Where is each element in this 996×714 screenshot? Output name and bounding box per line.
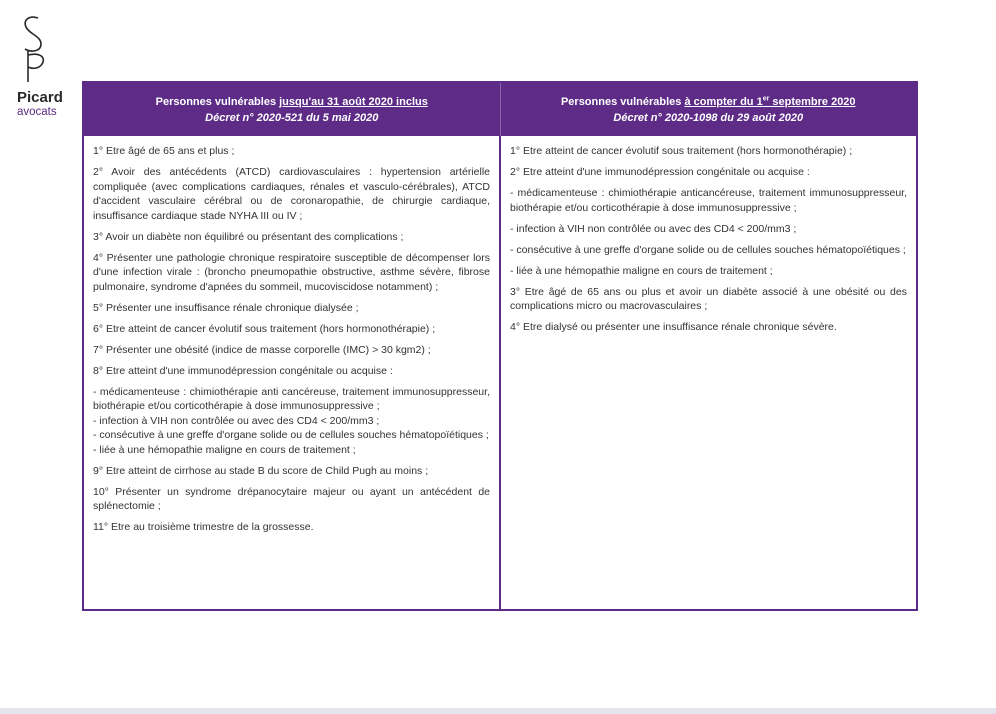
- left-column-content: [84, 136, 501, 609]
- left-header-period: jusqu'au 31 août 2020 inclus: [279, 96, 428, 108]
- left-item-4: 4° Présenter une pathologie chronique respiratoire susceptible de décompenser lors d'une infection virale : (broncho pneumopathie obstructive, asthme sévère, fibrose pulmonaire, syndrome d'apnées du sommeil, mucoviscidose notamment) ;: [93, 251, 490, 293]
- left-item-1: 1° Etre âgé de 65 ans et plus ;: [93, 145, 235, 157]
- left-item-7: 7° Présenter une obésité (indice de masse corporelle (IMC) > 30 kgm2) ;: [93, 343, 431, 356]
- right-subitem-1: - médicamenteuse : chimiothérapie anticancéreuse, traitement immunosuppresseur, biothérapie et/ou corticothérapie à dose immunosuppressive ;: [510, 187, 907, 214]
- sp-monogram-icon: [19, 14, 49, 86]
- left-subitem-2: - infection à VIH non contrôlée ou avec des CD4 < 200/mm3 ;: [93, 414, 380, 427]
- table-header-row: [84, 83, 916, 136]
- left-item-5: 5° Présenter une insuffisance rénale chronique dialysée ;: [93, 301, 359, 314]
- right-item-3: 3° Etre âgé de 65 ans ou plus et avoir un diabète associé à une obésité ou des complications micro ou macrovasculaires ;: [510, 285, 907, 312]
- left-item-11: 11° Etre au troisième trimestre de la grossesse.: [93, 521, 314, 533]
- right-subitem-4: - liée à une hémopathie maligne en cours de traitement ;: [510, 264, 773, 277]
- right-subitem-2: - infection à VIH non contrôlée ou avec des CD4 < 200/mm3 ;: [510, 222, 797, 235]
- left-item-2: 2° Avoir des antécédents (ATCD) cardiovasculaires : hypertension artérielle compliquée (avec complications cardiaques, rénales et vasculo-cérébrales), ATCD d'accident vasculaire cérébral ou de coronaropathie, de chirurgie cardiaque, insuffisance cardiaque stade NYHA III ou IV ;: [93, 166, 490, 222]
- right-header-period-start: à compter du 1: [684, 96, 763, 108]
- right-header-sup: er: [762, 95, 770, 103]
- right-column-header: [501, 83, 917, 136]
- right-header-period: [684, 96, 855, 108]
- right-item-1: 1° Etre atteint de cancer évolutif sous traitement (hors hormonothérapie) ;: [510, 145, 853, 157]
- left-header-prefix: Personnes vulnérables: [155, 96, 280, 108]
- right-item-4: 4° Etre dialysé ou présenter une insuffisance rénale chronique sévère.: [510, 321, 837, 333]
- bottom-bar: [0, 708, 996, 714]
- logo-name: Picard: [17, 89, 63, 106]
- right-header-period-end: septembre 2020: [769, 96, 856, 108]
- right-header-decree: Décret n° 2020-1098 du 29 août 2020: [613, 112, 804, 124]
- left-item-9: 9° Etre atteint de cirrhose au stade B du score de Child Pugh au moins ;: [93, 464, 429, 477]
- left-item-6: 6° Etre atteint de cancer évolutif sous traitement (hors hormonothérapie) ;: [93, 322, 436, 335]
- picard-avocats-logo: [17, 14, 77, 118]
- logo-subtitle: avocats: [17, 106, 57, 118]
- comparison-table: [82, 81, 918, 611]
- left-subitem-4: - liée à une hémopathie maligne en cours de traitement ;: [93, 443, 356, 456]
- left-item-3: 3° Avoir un diabète non équilibré ou présentant des complications ;: [93, 230, 404, 243]
- right-header-prefix: Personnes vulnérables: [560, 96, 685, 108]
- right-item-2: 2° Etre atteint d'une immunodépression congénitale ou acquise :: [510, 166, 810, 178]
- right-header-title: [501, 94, 917, 110]
- left-header-title: [84, 94, 500, 110]
- right-subitem-3: - consécutive à une greffe d'organe solide ou de cellules souches hématopoïétiques ;: [510, 243, 906, 256]
- right-column-content: [501, 136, 916, 609]
- left-header-decree: Décret n° 2020-521 du 5 mai 2020: [205, 112, 379, 124]
- left-subitem-1: - médicamenteuse : chimiothérapie anti cancéreuse, traitement immunosuppresseur, biothérapie et/ou corticothérapie à dose immunosuppressive ;: [93, 385, 490, 412]
- left-column-header: [84, 83, 501, 136]
- table-body-row: [84, 136, 916, 609]
- left-subitem-3: - consécutive à une greffe d'organe solide ou de cellules souches hématopoïétiques ;: [93, 429, 489, 441]
- left-item-10: 10° Présenter un syndrome drépanocytaire majeur ou ayant un antécédent de splénectomie ;: [93, 485, 490, 512]
- left-item-8: 8° Etre atteint d'une immunodépression congénitale ou acquise :: [93, 364, 393, 377]
